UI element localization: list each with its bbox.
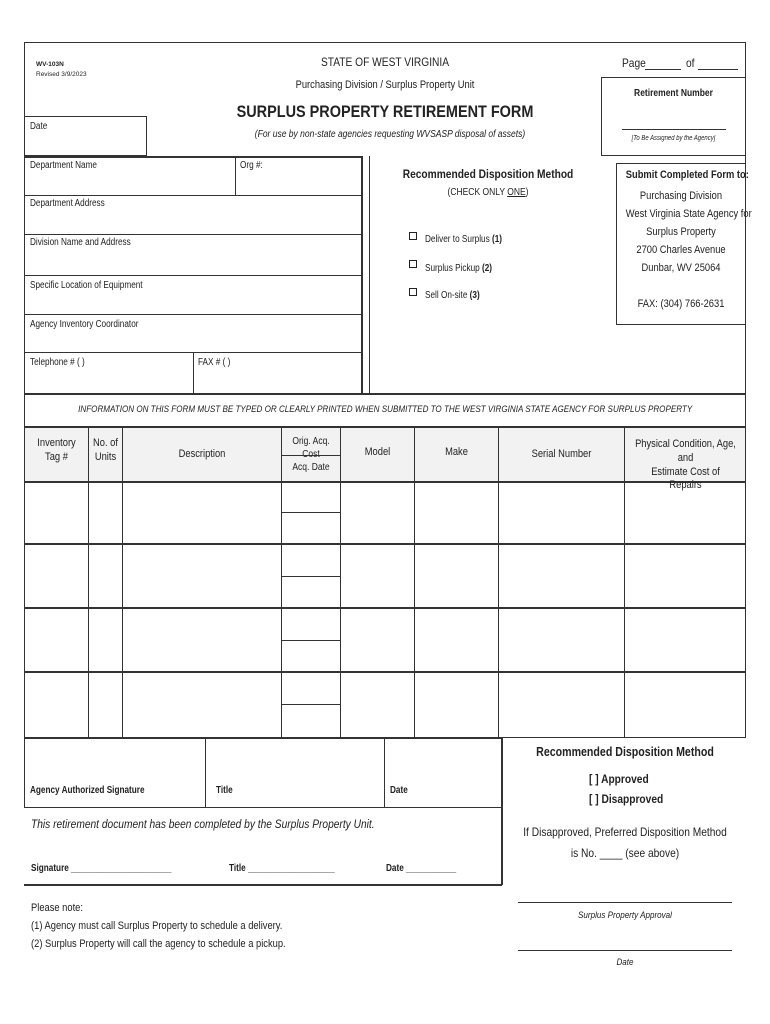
surplus-approval-line[interactable] xyxy=(518,902,732,903)
division-heading: Purchasing Division / Surplus Property Unit xyxy=(295,79,475,91)
submit-line-5: Dunbar, WV 25064 xyxy=(641,262,721,274)
department-name-field[interactable] xyxy=(26,172,234,194)
unit-signature-line[interactable]: Signature ______________________ xyxy=(31,863,172,874)
surplus-pickup-checkbox[interactable] xyxy=(409,260,417,268)
notes-title: Please note: xyxy=(31,902,83,914)
surplus-approval-label: Surplus Property Approval xyxy=(578,910,672,921)
submit-line-1: Purchasing Division xyxy=(639,190,723,202)
approval-date-label: Date xyxy=(616,957,634,968)
col-header-units: No. of Units xyxy=(93,437,118,463)
page-label: Page xyxy=(622,56,646,70)
submit-line-4: 2700 Charles Avenue xyxy=(636,244,726,256)
col-header-model: Model xyxy=(364,446,391,458)
org-number-field[interactable] xyxy=(237,172,359,194)
col-header-condition: Physical Condition, Age, and Estimate Cost of Repairs xyxy=(635,438,736,492)
fax-field[interactable]: FAX # ( ) xyxy=(198,357,231,368)
disposition-instruction xyxy=(395,188,582,198)
approval-date-line[interactable] xyxy=(518,950,732,951)
page-total-field[interactable] xyxy=(698,69,738,70)
approval-title: Recommended Disposition Method xyxy=(536,745,714,759)
division-name-field[interactable] xyxy=(26,250,359,272)
table-row[interactable] xyxy=(25,674,745,736)
submit-line-2: West Virginia State Agency for xyxy=(625,208,752,220)
unit-date-line[interactable]: Date ___________ xyxy=(386,863,457,874)
page-title: SURPLUS PROPERTY RETIREMENT FORM xyxy=(236,102,534,121)
agency-date-label: Date xyxy=(390,785,408,796)
check-only-prefix: (CHECK ONLY xyxy=(447,187,508,198)
note-1: (1) Agency must call Surplus Property to schedule a delivery. xyxy=(31,920,283,932)
sell-onsite-checkbox[interactable] xyxy=(409,288,417,296)
table-row[interactable] xyxy=(25,546,745,606)
deliver-to-surplus-label: Deliver to Surplus (1) xyxy=(425,234,503,245)
disapproved-checkbox[interactable]: [ ] Disapproved xyxy=(589,792,664,806)
equipment-location-field[interactable] xyxy=(26,293,359,313)
form-code: WV-103N xyxy=(36,61,64,68)
telephone-field[interactable]: Telephone # ( ) xyxy=(30,357,85,368)
division-name-label: Division Name and Address xyxy=(30,237,131,248)
surplus-pickup-label: Surplus Pickup (2) xyxy=(425,263,493,274)
col-header-cost: Orig. Acq. Cost xyxy=(292,436,330,460)
col-header-make: Make xyxy=(445,446,468,458)
completed-note: This retirement document has been completed by the Surplus Property Unit. xyxy=(31,817,375,831)
sell-onsite-label: Sell On-site (3) xyxy=(425,290,480,301)
approved-checkbox[interactable]: [ ] Approved xyxy=(589,772,649,786)
table-row[interactable] xyxy=(25,610,745,670)
org-number-label: Org #: xyxy=(240,160,263,171)
disposition-title: Recommended Disposition Method xyxy=(402,167,574,181)
retirement-number-note: [To Be Assigned by the Agency] xyxy=(631,135,716,142)
is-no-text: is No. ____ (see above) xyxy=(570,846,680,860)
retirement-number-label: Retirement Number xyxy=(634,88,713,99)
retirement-number-field[interactable] xyxy=(622,129,726,130)
date-label: Date xyxy=(30,121,48,132)
note-2: (2) Surplus Property will call the agency to schedule a pickup. xyxy=(31,938,286,950)
check-only-suffix: ) xyxy=(525,187,529,198)
department-name-label: Department Name xyxy=(30,160,97,171)
col-header-acq-date: Acq. Date xyxy=(292,462,330,473)
table-row[interactable] xyxy=(25,483,745,542)
submit-fax: FAX: (304) 766-2631 xyxy=(637,298,725,310)
if-disapproved-text: If Disapproved, Preferred Disposition Method xyxy=(523,825,727,839)
typed-notice: INFORMATION ON THIS FORM MUST BE TYPED OR CLEARLY PRINTED WHEN SUBMITTED TO THE WEST VIRGINIA STATE AGENCY FOR SURPLUS PROPERTY xyxy=(78,404,693,415)
equipment-location-label: Specific Location of Equipment xyxy=(30,280,143,291)
state-heading: STATE OF WEST VIRGINIA xyxy=(320,55,450,69)
inventory-coordinator-label: Agency Inventory Coordinator xyxy=(30,319,139,330)
page-subtitle: (For use by non-state agencies requesting WVSASP disposal of assets) xyxy=(254,129,526,140)
agency-title-label: Title xyxy=(216,785,233,796)
revised-date: Revised 3/9/2023 xyxy=(36,71,87,78)
agency-signature-label: Agency Authorized Signature xyxy=(30,785,145,796)
inventory-coordinator-field[interactable] xyxy=(26,332,359,350)
department-address-field[interactable] xyxy=(26,210,359,232)
check-only-one: ONE xyxy=(507,187,526,198)
of-label: of xyxy=(686,56,695,70)
submit-line-3: Surplus Property xyxy=(646,226,716,238)
col-header-serial: Serial Number xyxy=(531,448,592,460)
col-header-inventory: Inventory Tag # xyxy=(37,437,76,463)
department-address-label: Department Address xyxy=(30,198,105,209)
unit-title-line[interactable]: Title ___________________ xyxy=(229,863,335,874)
col-header-description: Description xyxy=(178,448,226,460)
deliver-to-surplus-checkbox[interactable] xyxy=(409,232,417,240)
page-number-field[interactable] xyxy=(645,69,681,70)
submit-title: Submit Completed Form to: xyxy=(625,169,749,181)
